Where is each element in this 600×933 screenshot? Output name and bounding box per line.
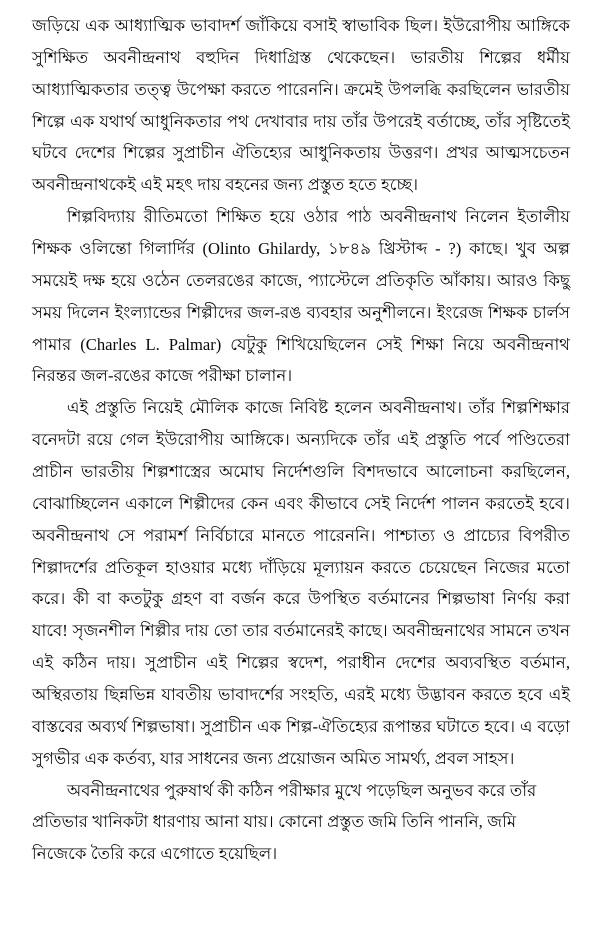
paragraph-2: শিল্পবিদ্যায় রীতিমতো শিক্ষিত হয়ে ওঠার পাঠ অবনীন্দ্রনাথ নিলেন ইতালীয় শিক্ষক ওলিন্তো গিলার্দির (Olinto Ghilardy, ১৮৪৯ খ্রিস্টাব্দ - ?) কাছে। খুব অল্প সময়েই দক্ষ হয়ে ওঠেন তেলরঙের কাজে, প্যাস্টেলে প্রতিকৃতি আঁকায়। আরও কিছু সময় দিলেন ইংল্যান্ডের শিল্পীদের জল-রঙ ব্যবহার অনুশীলনে। ইংরেজ শিক্ষক চার্লস পামার (Charles L. Palmar) যেটুকু শিখিয়েছিলেন সেই শিক্ষা নিয়ে অবনীন্দ্রনাথ নিরন্তর জল-রঙের কাজে পরীক্ষা চালান। [32,207,570,386]
paragraph-1: জড়িয়ে এক আধ্যাত্মিক ভাবাদর্শ জাঁকিয়ে বসাই স্বাভাবিক ছিল। ইউরোপীয় আঙ্গিকে সুশিক্ষিত অবনীন্দ্রনাথ বহুদিন দিধাগ্রিস্ত থেকেছেন। ভারতীয় শিল্পের ধর্মীয় আধ্যাত্মিকতার তত্ত্ব উপেক্ষা করতে পারেননি। ক্রমেই উপলব্ধি করছিলেন ভারতীয় শিল্পে এক যথার্থ আধুনিকতার পথ দেখাবার দায় তাঁর উপরেই বর্তাচ্ছে, তাঁর সৃষ্টিতেই ঘটবে দেশের শিল্পের সুপ্রাচীন ঐতিহ্যের আধুনিকতায় উত্তরণ। প্রখর আত্মসচেতন অবনীন্দ্রনাথকেই এই মহৎ দায় বহনের জন্য প্রস্তুত হতে হচ্ছে। [32,16,570,195]
paragraph-3: এই প্রস্তুতি নিয়েই মৌলিক কাজে নিবিষ্ট হলেন অবনীন্দ্রনাথ। তাঁর শিল্পশিক্ষার বনেদটা রয়ে গেল ইউরোপীয় আঙ্গিকে। অন্যদিকে তাঁর এই প্রস্তুতি পর্বে পণ্ডিতেরা প্রাচীন ভারতীয় শিল্পশাস্ত্রের অমোঘ নির্দেশগুলি বিশদভাবে আলোচনা করছিলেন, বোঝাচ্ছিলেন একালে শিল্পীদের কেন এবং কীভাবে সেই নির্দেশ পালন করতেই হবে। অবনীন্দ্রনাথ সে পরামর্শ নির্বিচারে মানতে পারেননি। পাশ্চাত্য ও প্রাচ্যের বিপরীত শিল্পাদর্শের প্রতিকূল হাওয়ার মধ্যে দাঁড়িয়ে মূল্যায়ন করতে চেয়েছেন নিজের মতো করে। কী বা কতটুকু গ্রহণ বা বর্জন করে উপস্থিত বর্তমানের শিল্পভাষা নির্ণয় করা যাবে! সৃজনশীল শিল্পীর দায় তো তার বর্তমানেরই কাছে। অবনীন্দ্রনাথের সামনে তখন এই কঠিন দায়। সুপ্রাচীন এই শিল্পের স্বদেশ, পরাধীন দেশের অব্যবস্থিত বর্তমান, অস্থিরতায় ছিন্নভিন্ন যাবতীয় ভাবাদর্শের সংহতি, এরই মধ্যে উদ্ভাবন করতে হবে এই বাস্তবের অব্যর্থ শিল্পভাষা। সুপ্রাচীন এক শিল্প-ঐতিহ্যের রূপান্তর ঘটাতে হবে। এ বড়ো সুগভীর এক কর্তব্য, যার সাধনের জন্য প্রয়োজন অমিত সামর্থ্য, প্রবল সাহস। [32,398,570,768]
paragraph-4: অবনীন্দ্রনাথের পুরুষার্থ কী কঠিন পরীক্ষার মুখে পড়েছিল অনুভব করে তাঁর প্রতিভার খানিকটা ধারণায় আনা যায়। কোনো প্রস্তুত জমি তিনি পাননি, জমি নিজেকে তৈরি করে এগোতে হয়েছিল। [32,780,537,864]
